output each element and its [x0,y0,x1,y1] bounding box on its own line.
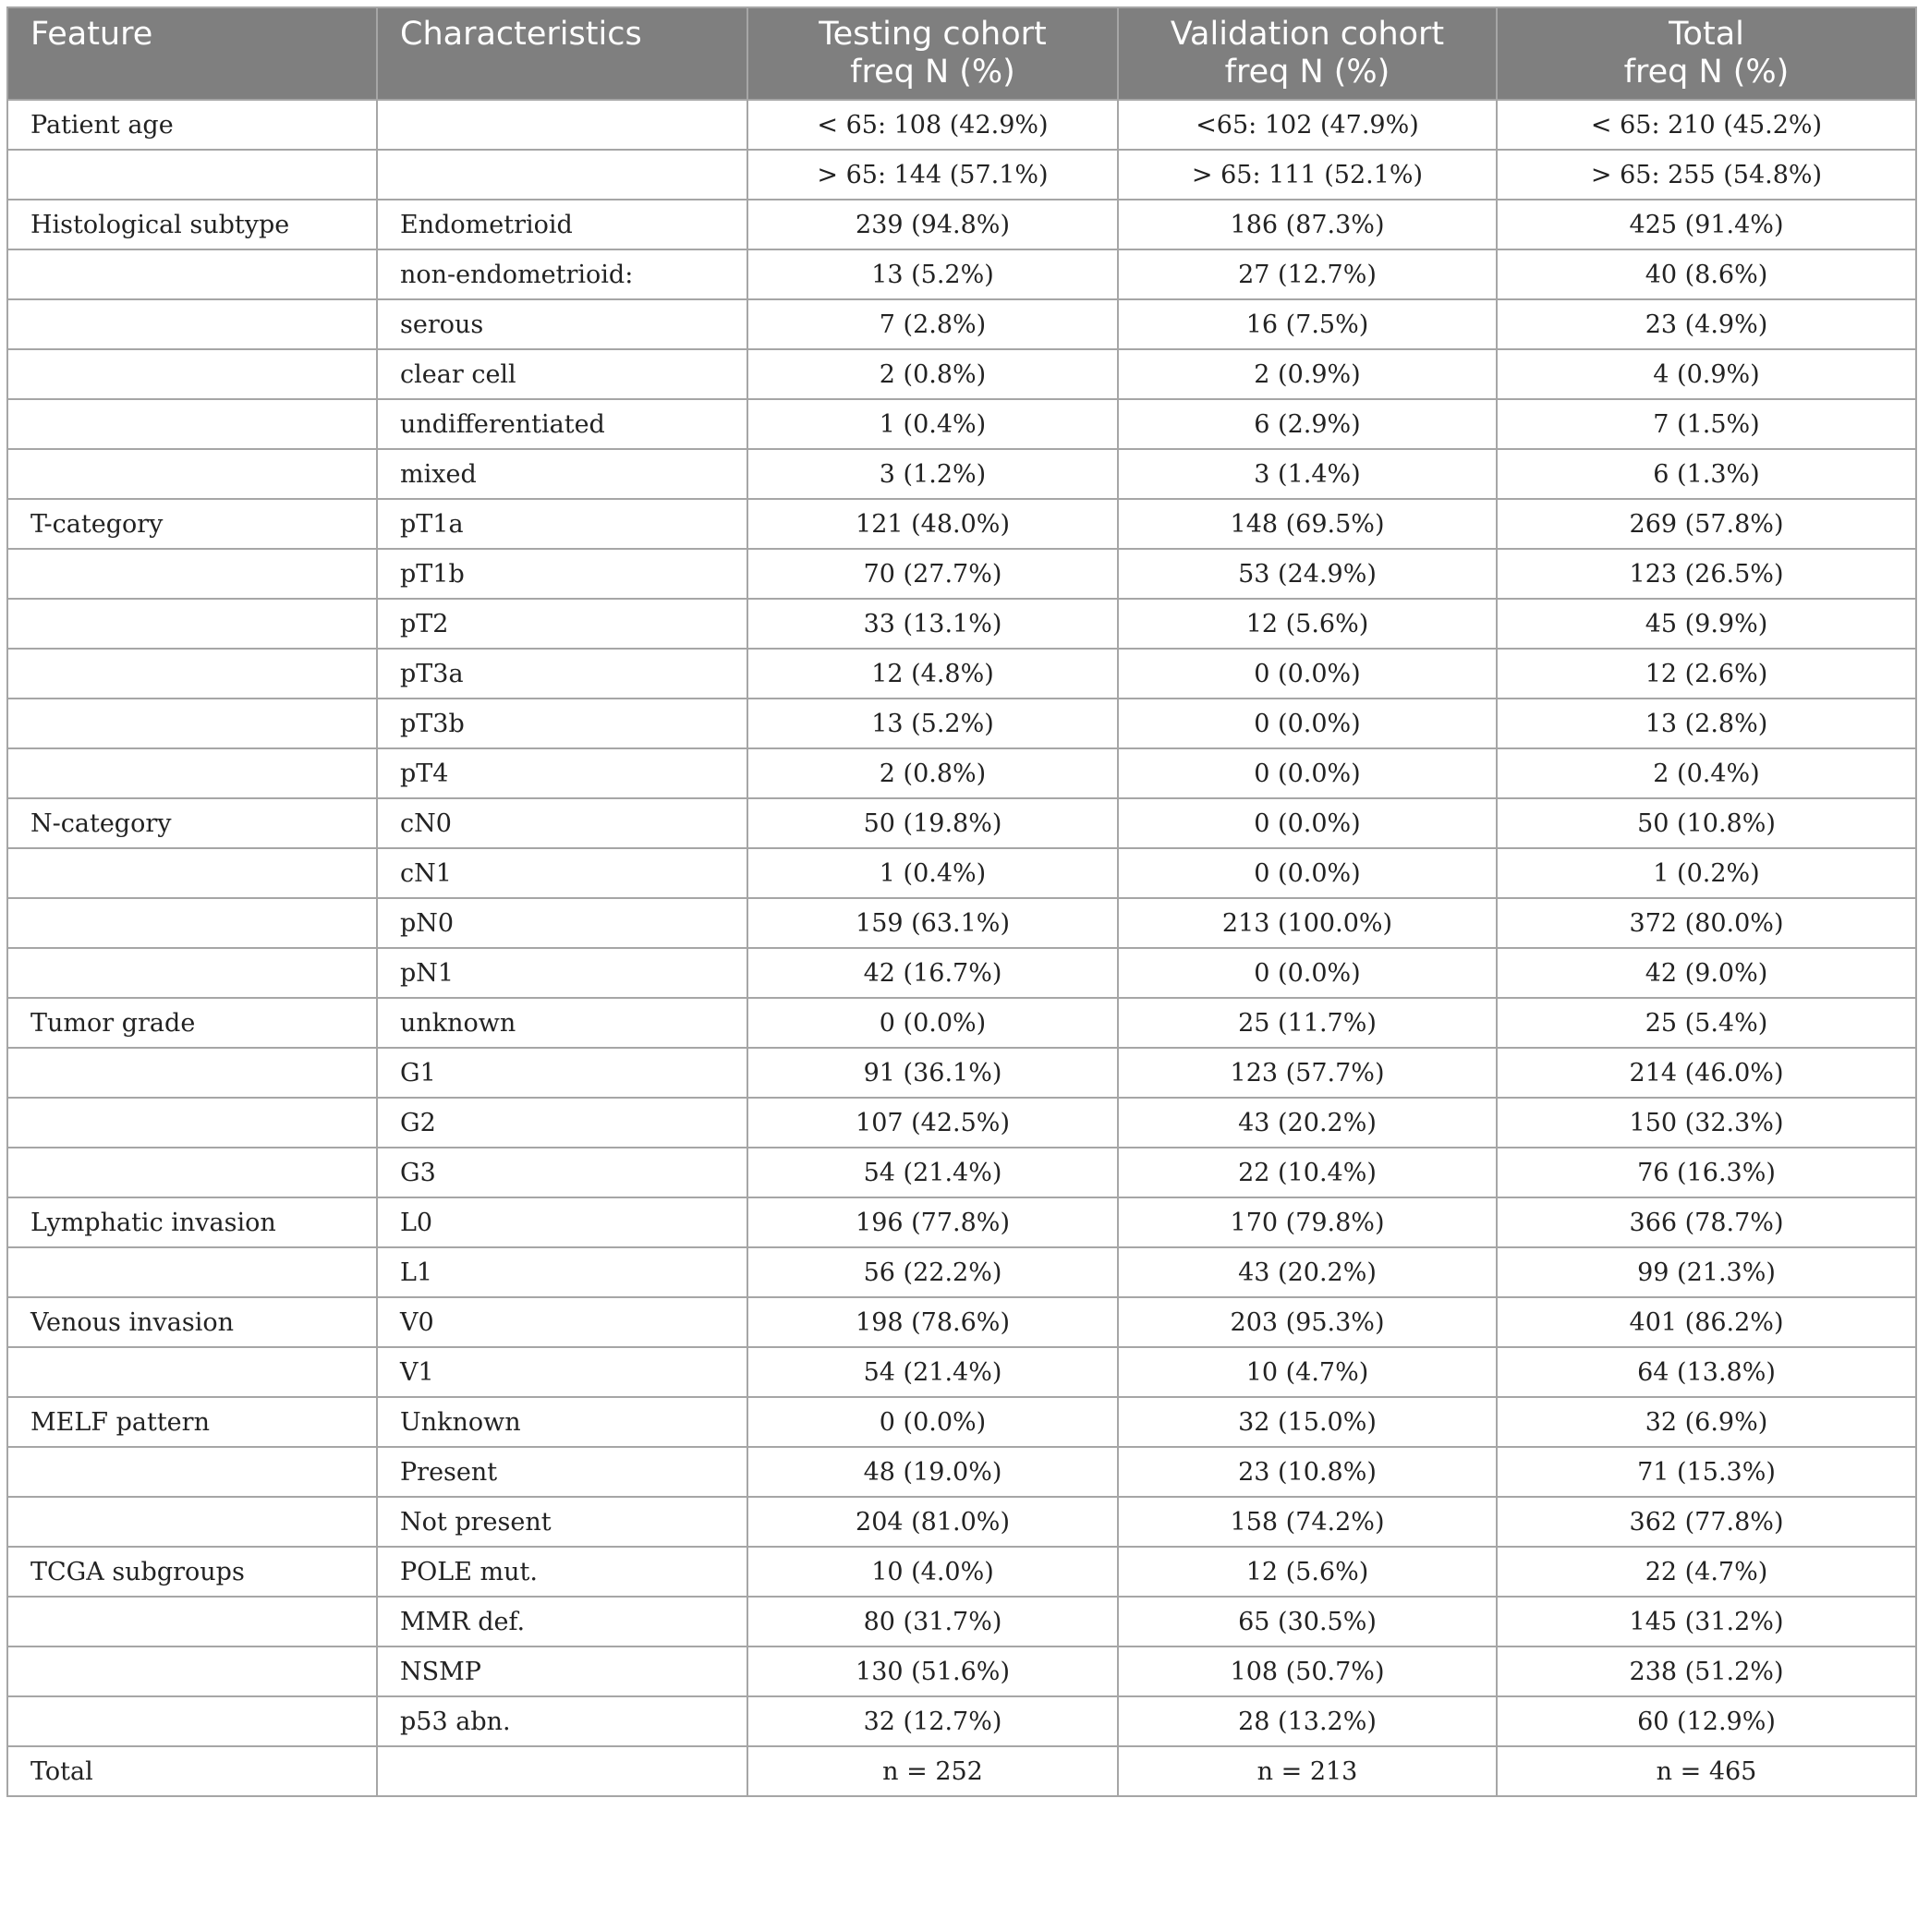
feature-cell [7,1098,377,1148]
table-row [7,1397,1916,1447]
total-cell: 64 (13.8%) [1497,1347,1916,1397]
total-cell: 269 (57.8%) [1497,499,1916,549]
feature-cell [7,1048,377,1098]
header-validation-line-2: freq N (%) [1224,54,1390,91]
characteristic-cell: p53 abn. [377,1696,747,1746]
total-cell: 6 (1.3%) [1497,449,1916,499]
testing-cohort-cell: 54 (21.4%) [747,1148,1118,1197]
table-row [7,1447,1916,1497]
total-cell: 32 (6.9%) [1497,1397,1916,1447]
testing-cohort-cell: 13 (5.2%) [747,249,1118,299]
characteristic-cell: G1 [377,1048,747,1098]
feature-cell [7,848,377,898]
testing-cohort-cell: 70 (27.7%) [747,549,1118,599]
feature-cell: Patient age [7,100,377,150]
total-cell: 71 (15.3%) [1497,1447,1916,1497]
characteristic-cell: POLE mut. [377,1547,747,1597]
feature-cell [7,299,377,349]
testing-cohort-cell: 1 (0.4%) [747,848,1118,898]
header-characteristics: Characteristics [377,7,747,100]
characteristic-cell [377,150,747,200]
header-total [1497,7,1916,100]
feature-cell [7,898,377,948]
feature-cell: T-category [7,499,377,549]
characteristic-cell: Present [377,1447,747,1497]
characteristic-cell: pT1b [377,549,747,599]
header-testing-cohort [747,7,1118,100]
table-row [7,299,1916,349]
total-cell: 7 (1.5%) [1497,399,1916,449]
table-row [7,1297,1916,1347]
validation-cohort-cell: 148 (69.5%) [1118,499,1497,549]
validation-cohort-cell: 43 (20.2%) [1118,1247,1497,1297]
total-cell: 22 (4.7%) [1497,1547,1916,1597]
characteristic-cell: clear cell [377,349,747,399]
table-row [7,699,1916,748]
validation-cohort-cell: 3 (1.4%) [1118,449,1497,499]
testing-cohort-cell: < 65: 108 (42.9%) [747,100,1118,150]
characteristic-cell: Not present [377,1497,747,1547]
characteristic-cell: pN1 [377,948,747,998]
testing-cohort-cell: 42 (16.7%) [747,948,1118,998]
characteristic-cell: unknown [377,998,747,1048]
feature-cell [7,599,377,649]
validation-cohort-cell: 25 (11.7%) [1118,998,1497,1048]
validation-cohort-cell: 123 (57.7%) [1118,1048,1497,1098]
characteristic-cell: L0 [377,1197,747,1247]
characteristic-cell: Unknown [377,1397,747,1447]
testing-cohort-cell: 1 (0.4%) [747,399,1118,449]
validation-cohort-cell: 0 (0.0%) [1118,649,1497,699]
validation-cohort-cell: 0 (0.0%) [1118,699,1497,748]
table-row [7,1597,1916,1646]
cohort-characteristics-table [6,6,1917,1797]
characteristic-cell: mixed [377,449,747,499]
feature-cell: Histological subtype [7,200,377,249]
total-cell: 25 (5.4%) [1497,998,1916,1048]
testing-cohort-cell: 3 (1.2%) [747,449,1118,499]
testing-cohort-cell: 10 (4.0%) [747,1547,1118,1597]
feature-cell [7,1597,377,1646]
total-cell: 150 (32.3%) [1497,1098,1916,1148]
testing-cohort-cell: 2 (0.8%) [747,748,1118,798]
validation-cohort-cell: 0 (0.0%) [1118,798,1497,848]
header-total-line-1: Total [1669,16,1744,53]
table-row [7,1347,1916,1397]
total-cell: 23 (4.9%) [1497,299,1916,349]
total-cell: n = 465 [1497,1746,1916,1796]
table-row [7,249,1916,299]
testing-cohort-cell: 0 (0.0%) [747,998,1118,1048]
testing-cohort-cell: 56 (22.2%) [747,1247,1118,1297]
table-row [7,998,1916,1048]
validation-cohort-cell: > 65: 111 (52.1%) [1118,150,1497,200]
validation-cohort-cell: 0 (0.0%) [1118,848,1497,898]
testing-cohort-cell: 196 (77.8%) [747,1197,1118,1247]
total-cell: 40 (8.6%) [1497,249,1916,299]
table-row [7,948,1916,998]
total-cell: 362 (77.8%) [1497,1497,1916,1547]
feature-cell [7,399,377,449]
total-cell: 76 (16.3%) [1497,1148,1916,1197]
characteristic-cell: pT1a [377,499,747,549]
table-row [7,100,1916,150]
feature-cell: Venous invasion [7,1297,377,1347]
total-cell: > 65: 255 (54.8%) [1497,150,1916,200]
characteristic-cell: pN0 [377,898,747,948]
table-row [7,1048,1916,1098]
testing-cohort-cell: 12 (4.8%) [747,649,1118,699]
testing-cohort-cell: 204 (81.0%) [747,1497,1118,1547]
feature-cell [7,748,377,798]
characteristic-cell: V0 [377,1297,747,1347]
testing-cohort-cell: 130 (51.6%) [747,1646,1118,1696]
characteristic-cell: Endometrioid [377,200,747,249]
header-feature: Feature [7,7,377,100]
header-row [7,7,1916,100]
table-row [7,649,1916,699]
feature-cell [7,1247,377,1297]
characteristic-cell: G3 [377,1148,747,1197]
table-row [7,549,1916,599]
validation-cohort-cell: 10 (4.7%) [1118,1347,1497,1397]
table-row [7,1197,1916,1247]
validation-cohort-cell: 65 (30.5%) [1118,1597,1497,1646]
table-row [7,1746,1916,1796]
validation-cohort-cell: 43 (20.2%) [1118,1098,1497,1148]
validation-cohort-cell: 12 (5.6%) [1118,1547,1497,1597]
validation-cohort-cell: 12 (5.6%) [1118,599,1497,649]
validation-cohort-cell: 0 (0.0%) [1118,748,1497,798]
table-row [7,1247,1916,1297]
characteristic-cell: undifferentiated [377,399,747,449]
testing-cohort-cell: 198 (78.6%) [747,1297,1118,1347]
validation-cohort-cell: 108 (50.7%) [1118,1646,1497,1696]
feature-cell: N-category [7,798,377,848]
testing-cohort-cell: 107 (42.5%) [747,1098,1118,1148]
total-cell: 42 (9.0%) [1497,948,1916,998]
testing-cohort-cell: 91 (36.1%) [747,1048,1118,1098]
feature-cell: MELF pattern [7,1397,377,1447]
total-cell: 401 (86.2%) [1497,1297,1916,1347]
validation-cohort-cell: 213 (100.0%) [1118,898,1497,948]
validation-cohort-cell: 23 (10.8%) [1118,1447,1497,1497]
table-row [7,1696,1916,1746]
validation-cohort-cell: 158 (74.2%) [1118,1497,1497,1547]
validation-cohort-cell: n = 213 [1118,1746,1497,1796]
feature-cell: TCGA subgroups [7,1547,377,1597]
characteristic-cell: MMR def. [377,1597,747,1646]
total-cell: 45 (9.9%) [1497,599,1916,649]
testing-cohort-cell: 33 (13.1%) [747,599,1118,649]
validation-cohort-cell: <65: 102 (47.9%) [1118,100,1497,150]
characteristic-cell: L1 [377,1247,747,1297]
total-cell: 13 (2.8%) [1497,699,1916,748]
validation-cohort-cell: 203 (95.3%) [1118,1297,1497,1347]
testing-cohort-cell: n = 252 [747,1746,1118,1796]
header-total-line-2: freq N (%) [1623,54,1790,91]
table-row [7,349,1916,399]
characteristic-cell: V1 [377,1347,747,1397]
feature-cell [7,1497,377,1547]
characteristic-cell: NSMP [377,1646,747,1696]
table-row [7,200,1916,249]
characteristic-cell [377,100,747,150]
testing-cohort-cell: 2 (0.8%) [747,349,1118,399]
validation-cohort-cell: 16 (7.5%) [1118,299,1497,349]
total-cell: 2 (0.4%) [1497,748,1916,798]
characteristic-cell: serous [377,299,747,349]
feature-cell [7,1646,377,1696]
total-cell: 123 (26.5%) [1497,549,1916,599]
characteristic-cell: pT2 [377,599,747,649]
total-cell: 50 (10.8%) [1497,798,1916,848]
feature-cell [7,249,377,299]
feature-cell [7,150,377,200]
table-row [7,499,1916,549]
feature-cell [7,948,377,998]
characteristic-cell [377,1746,747,1796]
total-cell: 238 (51.2%) [1497,1646,1916,1696]
testing-cohort-cell: 50 (19.8%) [747,798,1118,848]
feature-cell [7,649,377,699]
total-cell: 60 (12.9%) [1497,1696,1916,1746]
table-row [7,449,1916,499]
header-testing-line-2: freq N (%) [850,54,1015,91]
characteristic-cell: G2 [377,1098,747,1148]
testing-cohort-cell: 7 (2.8%) [747,299,1118,349]
table-row [7,1497,1916,1547]
total-cell: 4 (0.9%) [1497,349,1916,399]
feature-cell: Lymphatic invasion [7,1197,377,1247]
feature-cell: Total [7,1746,377,1796]
validation-cohort-cell: 6 (2.9%) [1118,399,1497,449]
header-testing-line-1: Testing cohort [819,16,1047,53]
total-cell: 425 (91.4%) [1497,200,1916,249]
testing-cohort-cell: > 65: 144 (57.1%) [747,150,1118,200]
table-row [7,748,1916,798]
testing-cohort-cell: 13 (5.2%) [747,699,1118,748]
testing-cohort-cell: 48 (19.0%) [747,1447,1118,1497]
testing-cohort-cell: 121 (48.0%) [747,499,1118,549]
table-row [7,1646,1916,1696]
total-cell: 214 (46.0%) [1497,1048,1916,1098]
feature-cell [7,1347,377,1397]
total-cell: 99 (21.3%) [1497,1247,1916,1297]
testing-cohort-cell: 159 (63.1%) [747,898,1118,948]
validation-cohort-cell: 22 (10.4%) [1118,1148,1497,1197]
feature-cell [7,1696,377,1746]
characteristic-cell: cN1 [377,848,747,898]
validation-cohort-cell: 170 (79.8%) [1118,1197,1497,1247]
total-cell: < 65: 210 (45.2%) [1497,100,1916,150]
table-row [7,150,1916,200]
testing-cohort-cell: 32 (12.7%) [747,1696,1118,1746]
total-cell: 1 (0.2%) [1497,848,1916,898]
header-validation-line-1: Validation cohort [1170,16,1445,53]
table-row [7,1148,1916,1197]
feature-cell [7,1447,377,1497]
table-body [7,100,1916,1796]
testing-cohort-cell: 0 (0.0%) [747,1397,1118,1447]
total-cell: 145 (31.2%) [1497,1597,1916,1646]
header-validation-cohort [1118,7,1497,100]
validation-cohort-cell: 186 (87.3%) [1118,200,1497,249]
validation-cohort-cell: 32 (15.0%) [1118,1397,1497,1447]
feature-cell [7,549,377,599]
table-row [7,1098,1916,1148]
table-row [7,599,1916,649]
table-row [7,1547,1916,1597]
feature-cell [7,349,377,399]
total-cell: 12 (2.6%) [1497,649,1916,699]
validation-cohort-cell: 0 (0.0%) [1118,948,1497,998]
characteristic-cell: pT3b [377,699,747,748]
total-cell: 372 (80.0%) [1497,898,1916,948]
validation-cohort-cell: 53 (24.9%) [1118,549,1497,599]
testing-cohort-cell: 80 (31.7%) [747,1597,1118,1646]
validation-cohort-cell: 2 (0.9%) [1118,349,1497,399]
feature-cell [7,1148,377,1197]
feature-cell [7,699,377,748]
testing-cohort-cell: 54 (21.4%) [747,1347,1118,1397]
table-row [7,898,1916,948]
characteristic-cell: pT4 [377,748,747,798]
testing-cohort-cell: 239 (94.8%) [747,200,1118,249]
table-row [7,399,1916,449]
characteristic-cell: cN0 [377,798,747,848]
feature-cell [7,449,377,499]
validation-cohort-cell: 28 (13.2%) [1118,1696,1497,1746]
table-row [7,848,1916,898]
characteristic-cell: pT3a [377,649,747,699]
table-row [7,798,1916,848]
feature-cell: Tumor grade [7,998,377,1048]
validation-cohort-cell: 27 (12.7%) [1118,249,1497,299]
characteristic-cell: non-endometrioid: [377,249,747,299]
total-cell: 366 (78.7%) [1497,1197,1916,1247]
